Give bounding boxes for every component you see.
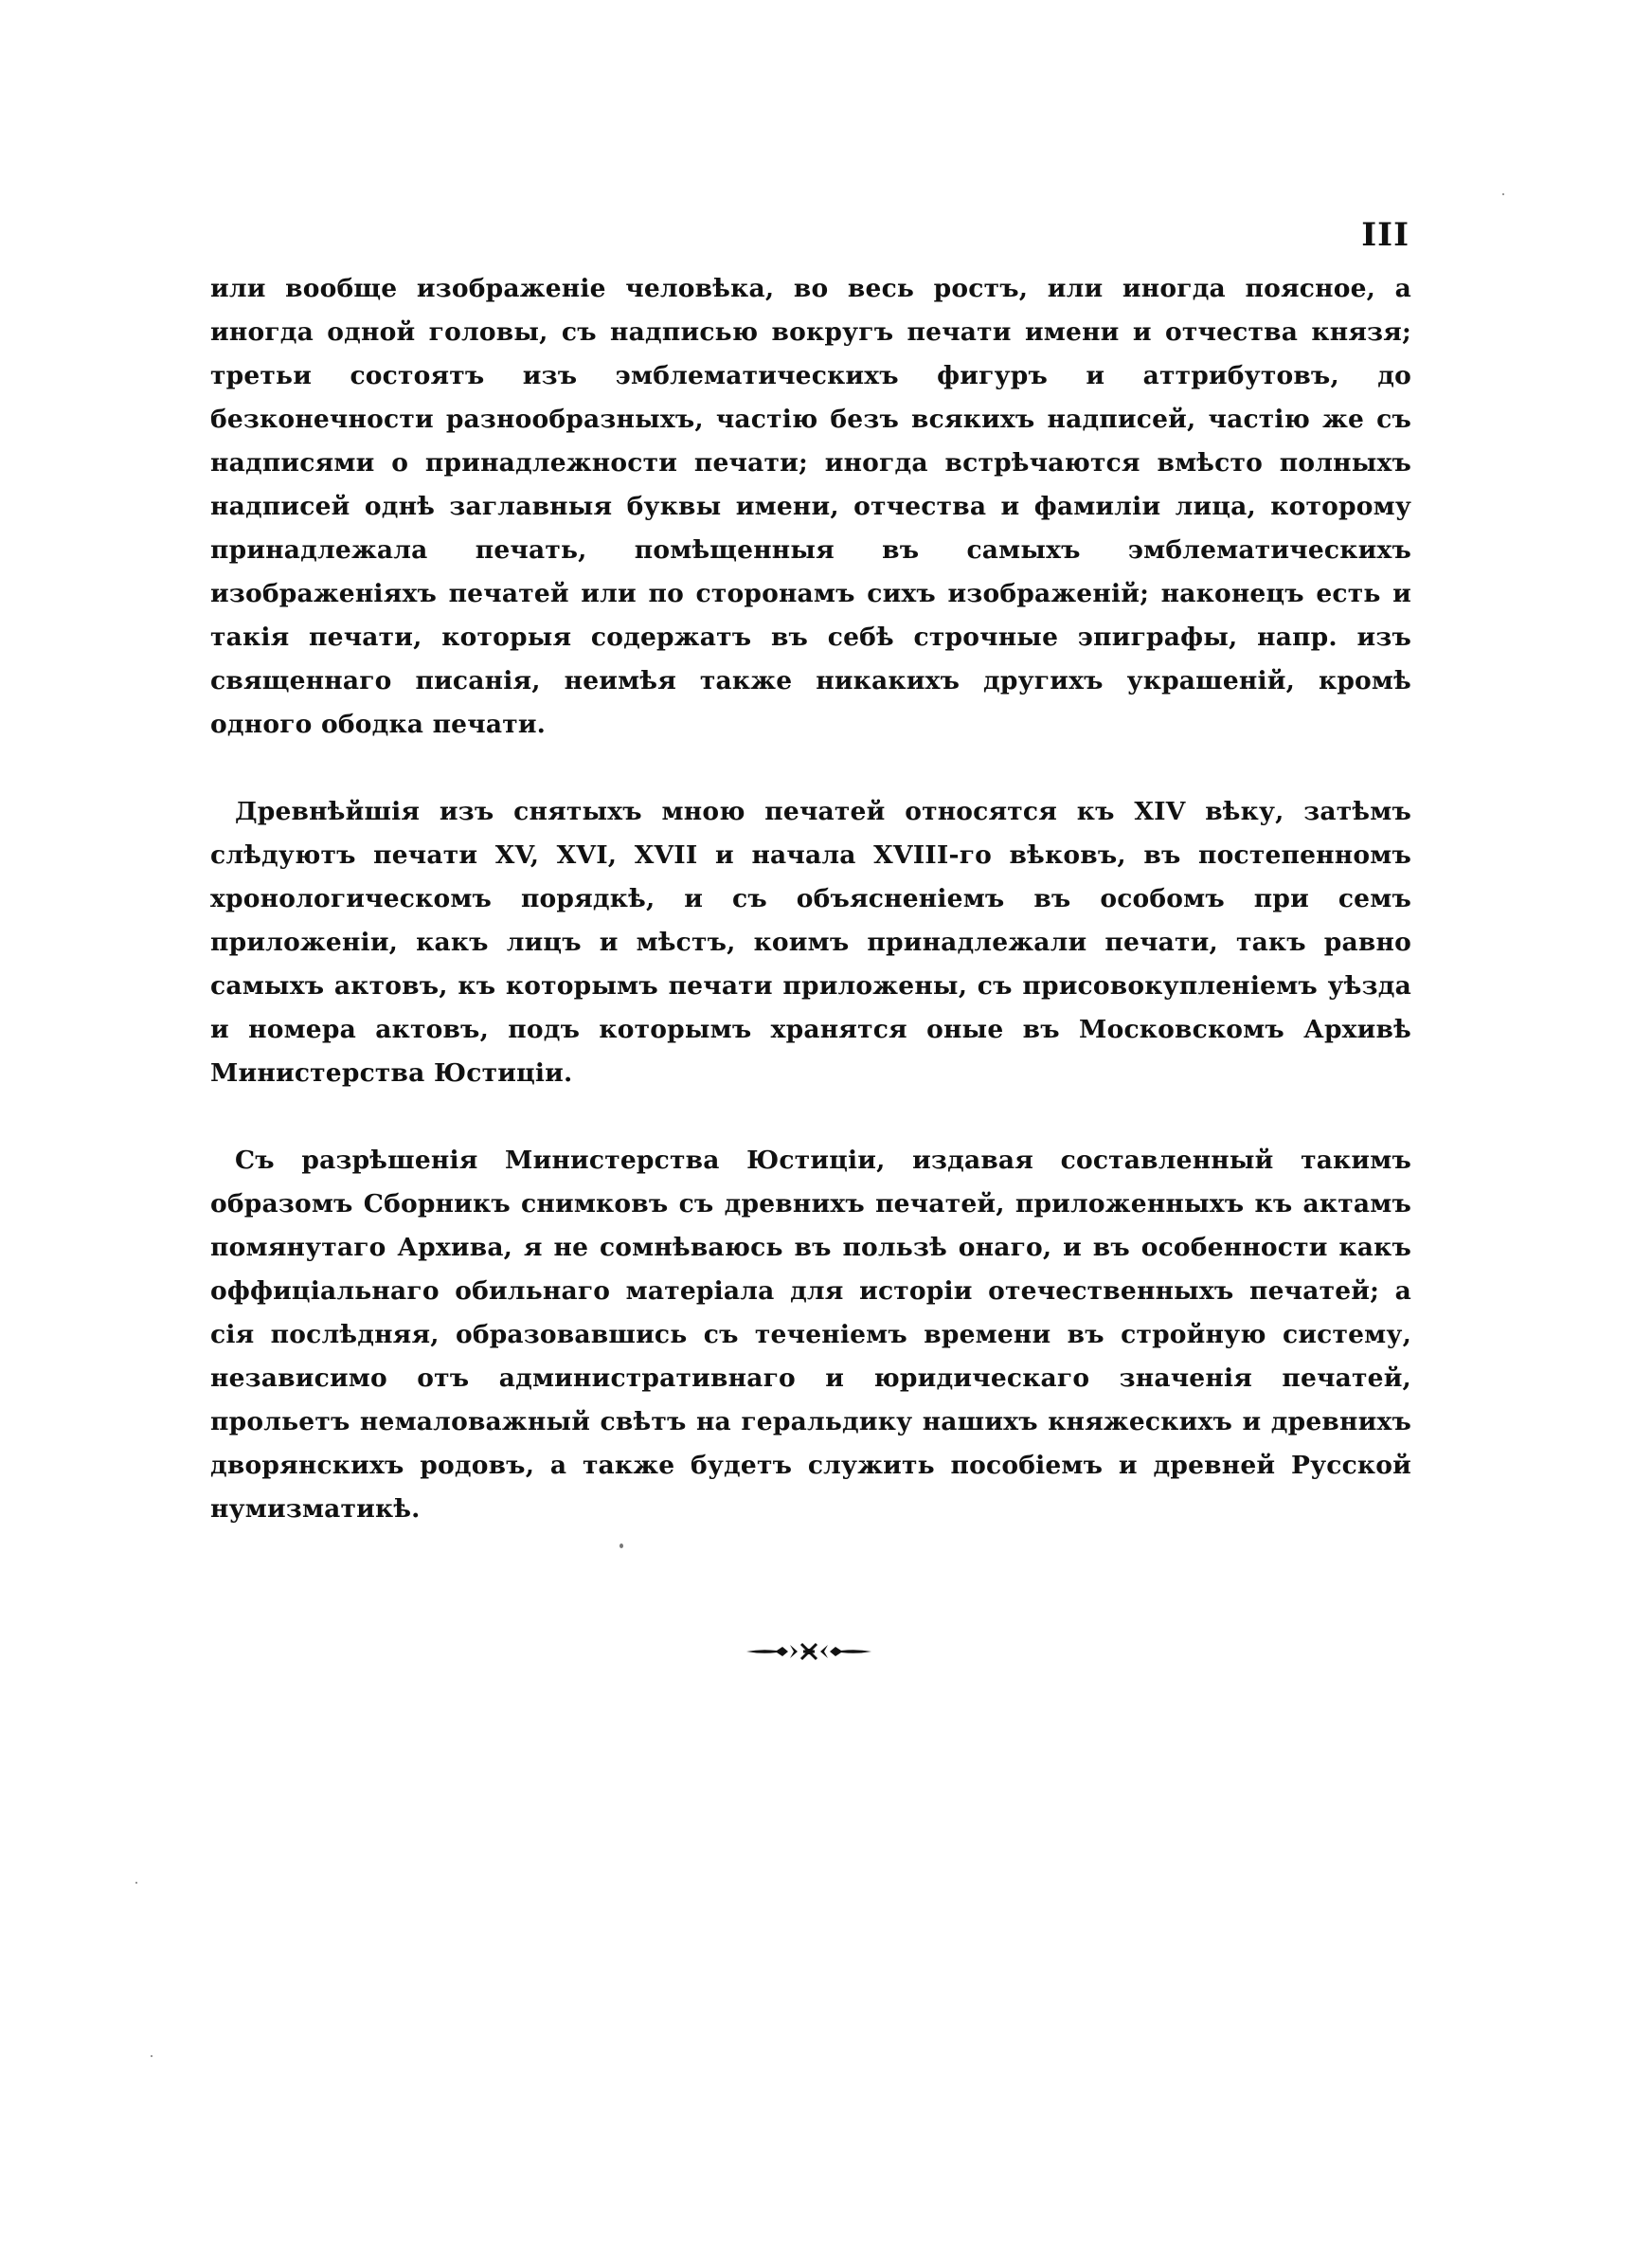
body-text — [210, 267, 1411, 1531]
ornament-divider-icon — [745, 1641, 873, 1662]
scan-speck — [1502, 193, 1504, 195]
paragraph-3: Съ разрѣшенія Министерства Юстиціи, издавая составленный такимъ образомъ Сборникъ снимковъ съ древнихъ печатей, приложенныхъ къ актамъ помянутаго Архива, я не сомнѣваюсь въ пользѣ онаго, и въ особенности какъ оффиціальнаго обильнаго матеріала для исторіи отечественныхъ печатей; а сія послѣдняя, образовавшись съ теченіемъ времени въ стройную систему, независимо отъ административнаго и юридическаго значенія печатей, прольетъ немаловажный свѣтъ на геральдику нашихъ княжескихъ и древнихъ дворянскихъ родовъ, а также будетъ служить пособіемъ и древней Русской нумизматикѣ. — [210, 1146, 1411, 1524]
paragraph-2: Древнѣйшія изъ снятыхъ мною печатей относятся къ XIV вѣку, затѣмъ слѣдуютъ печати XV, XVI, XVII и начала XVIII-го вѣковъ, въ постепенномъ хронологическомъ порядкѣ, и съ объясненіемъ въ особомъ при семъ приложеніи, какъ лицъ и мѣстъ, коимъ принадлежали печати, такъ равно самыхъ актовъ, къ которымъ печати приложены, съ присовокупленіемъ уѣзда и номера актовъ, подъ которымъ хранятся оные въ Московскомъ Архивѣ Министерства Юстиціи. — [210, 797, 1411, 1088]
page-number: III — [1361, 216, 1410, 254]
scan-speck — [135, 1882, 137, 1884]
scan-speck — [151, 2055, 153, 2057]
paragraph-1: или вообще изображеніе человѣка, во весь ростъ, или иногда поясное, а иногда одной головы, съ надписью вокругъ печати имени и отчества князя; третьи состоятъ изъ эмблематическихъ фигуръ и аттрибутовъ, до безконечности разнообразныхъ, частію безъ всякихъ надписей, частію же съ надписями о принадлежности печати; иногда встрѣчаются вмѣсто полныхъ надписей однѣ заглавныя буквы имени, отчества и фамиліи лица, которому принадлежала печать, помѣщенныя въ самыхъ эмблематическихъ изображеніяхъ печатей или по сторонамъ сихъ изображеній; наконецъ есть и такія печати, которыя содержатъ въ себѣ строчные эпиграфы, напр. изъ священнаго писанія, неимѣя также никакихъ другихъ украшеній, кромѣ одного ободка печати. — [210, 274, 1411, 739]
scan-speck — [620, 1544, 623, 1548]
